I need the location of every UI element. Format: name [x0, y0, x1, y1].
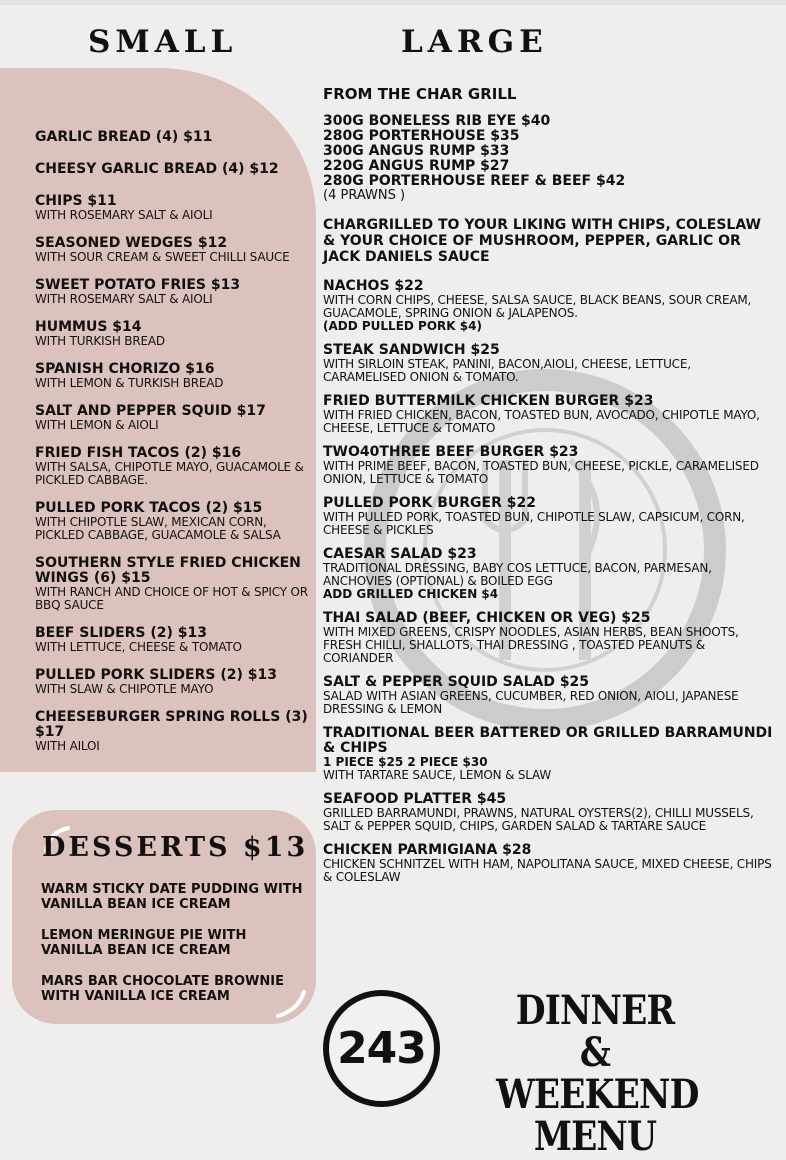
small-menu-item	[35, 501, 313, 542]
steak-item: 280G PORTERHOUSE $35	[323, 128, 520, 144]
small-menu-item	[35, 194, 313, 222]
menu-item-addon: (ADD PULLED PORK $4)	[323, 319, 482, 333]
small-menu-item	[35, 320, 313, 348]
menu-item-description: WITH ROSEMARY SALT & AIOLI	[35, 292, 213, 306]
large-menu-item	[323, 675, 773, 716]
small-menu-list	[35, 130, 313, 767]
small-menu-item	[35, 130, 313, 145]
menu-item-name: SALT & PEPPER SQUID SALAD $25	[323, 674, 590, 690]
menu-item-description: WITH CHIPOTLE SLAW, MEXICAN CORN, PICKLED CABBAGE, GUACAMOLE & SALSA	[35, 515, 281, 542]
steak-item: 220G ANGUS RUMP $27	[323, 158, 510, 174]
menu-item-description: WITH TURKISH BREAD	[35, 334, 165, 348]
menu-item-name: SEASONED WEDGES $12	[35, 235, 228, 251]
small-menu-item	[35, 278, 313, 306]
menu-item-description: WITH AILOI	[35, 739, 100, 753]
top-strip	[0, 0, 786, 5]
menu-title	[496, 987, 699, 1160]
small-menu-item	[35, 710, 313, 753]
char-grill-note: CHARGRILLED TO YOUR LIKING WITH CHIPS, COLESLAW & YOUR CHOICE OF MUSHROOM, PEPPER, GARLIC OR JACK DANIELS SAUCE	[323, 217, 761, 265]
menu-item-description: TRADITIONAL DRESSING, BABY COS LETTUCE, BACON, PARMESAN, ANCHOVIES (OPTIONAL) & BOILED EGG	[323, 561, 712, 588]
menu-item-description: WITH SLAW & CHIPOTLE MAYO	[35, 682, 214, 696]
dessert-item: MARS BAR CHOCOLATE BROWNIE WITH VANILLA ICE CREAM	[41, 974, 284, 1004]
menu-item-description: SALAD WITH ASIAN GREENS, CUCUMBER, RED ONION, AIOLI, JAPANESE DRESSING & LEMON	[323, 689, 739, 716]
large-menu-item	[323, 792, 773, 833]
menu-item-price-options: 1 PIECE $25 2 PIECE $30	[323, 755, 488, 769]
menu-item-name: SWEET POTATO FRIES $13	[35, 277, 241, 293]
large-menu-item	[323, 279, 773, 333]
small-menu-item	[35, 236, 313, 264]
menu-item-description: WITH CORN CHIPS, CHEESE, SALSA SAUCE, BLACK BEANS, SOUR CREAM, GUACAMOLE, SPRING ONION & JALAPENOS.	[323, 293, 752, 320]
menu-item-description: WITH MIXED GREENS, CRISPY NOODLES, ASIAN HERBS, BEAN SHOOTS, FRESH CHILLI, SHALLOTS, THAI DRESSING , TOASTED PEANUTS & CORIANDER	[323, 625, 739, 665]
large-menu-item	[323, 496, 773, 537]
menu-item-name: SOUTHERN STYLE FRIED CHICKEN WINGS (6) $15	[35, 555, 301, 586]
large-heading: LARGE	[401, 24, 548, 60]
menu-item-name: PULLED PORK SLIDERS (2) $13	[35, 667, 277, 683]
large-menu-item	[323, 445, 773, 486]
menu-item-name: FRIED BUTTERMILK CHICKEN BURGER $23	[323, 393, 654, 409]
menu-item-description: WITH ROSEMARY SALT & AIOLI	[35, 208, 213, 222]
menu-title-line: WEEKEND	[496, 1071, 699, 1118]
menu-item-name: HUMMUS $14	[35, 319, 142, 335]
menu-item-name: SALT AND PEPPER SQUID $17	[35, 403, 266, 419]
steak-item: 280G PORTERHOUSE REEF & BEEF $42	[323, 173, 626, 189]
dessert-item: WARM STICKY DATE PUDDING WITH VANILLA BEAN ICE CREAM	[41, 882, 303, 912]
desserts-title: DESSERTS $13	[42, 832, 309, 863]
menu-item-name: CHICKEN PARMIGIANA $28	[323, 842, 532, 858]
menu-item-description: WITH SIRLOIN STEAK, PANINI, BACON,AIOLI, CHEESE, LETTUCE, CARAMELISED ONION & TOMATO.	[323, 357, 691, 384]
menu-title-line: DINNER &	[515, 987, 675, 1076]
menu-item-description: WITH LEMON & TURKISH BREAD	[35, 376, 224, 390]
menu-item-name: TWO40THREE BEEF BURGER $23	[323, 444, 579, 460]
small-menu-item	[35, 404, 313, 432]
steak-prawns-note: (4 PRAWNS )	[323, 188, 406, 203]
menu-item-name: FRIED FISH TACOS (2) $16	[35, 445, 242, 461]
dessert-item: LEMON MERINGUE PIE WITH VANILLA BEAN ICE CREAM	[41, 928, 247, 958]
menu-title-line: MENU	[533, 1113, 657, 1160]
menu-item-name: PULLED PORK BURGER $22	[323, 495, 536, 511]
menu-item-description: WITH RANCH AND CHOICE OF HOT & SPICY OR BBQ SAUCE	[35, 585, 308, 612]
menu-item-description: WITH FRIED CHICKEN, BACON, TOASTED BUN, AVOCADO, CHIPOTLE MAYO, CHEESE, LETTUCE & TOMATO	[323, 408, 760, 435]
char-grill-title: FROM THE CHAR GRILL	[323, 85, 517, 103]
menu-item-addon: ADD GRILLED CHICKEN $4	[323, 587, 499, 601]
menu-item-description: WITH TARTARE SAUCE, LEMON & SLAW	[323, 768, 552, 782]
small-menu-item	[35, 362, 313, 390]
steak-list	[323, 114, 773, 203]
logo-badge	[323, 990, 440, 1107]
menu-item-name: NACHOS $22	[323, 278, 424, 294]
menu-item-name: BEEF SLIDERS (2) $13	[35, 625, 208, 641]
large-menu-item	[323, 843, 773, 884]
menu-item-name: CHIPS $11	[35, 193, 117, 209]
small-menu-item	[35, 556, 313, 612]
steak-item: 300G BONELESS RIB EYE $40	[323, 113, 551, 129]
menu-item-name: SPANISH CHORIZO $16	[35, 361, 215, 377]
menu-item-description: WITH PRIME BEEF, BACON, TOASTED BUN, CHEESE, PICKLE, CARAMELISED ONION, LETTUCE & TOMATO	[323, 459, 759, 486]
steak-item: 300G ANGUS RUMP $33	[323, 143, 510, 159]
desserts-list	[41, 882, 311, 1020]
large-menu-list	[323, 86, 773, 894]
badge-number: 243	[337, 1023, 426, 1074]
menu-item-description: WITH SALSA, CHIPOTLE MAYO, GUACAMOLE & PICKLED CABBAGE.	[35, 460, 304, 487]
menu-item-name: TRADITIONAL BEER BATTERED OR GRILLED BARRAMUNDI & CHIPS	[323, 725, 773, 756]
small-menu-item	[35, 626, 313, 654]
menu-item-name: STEAK SANDWICH $25	[323, 342, 500, 358]
menu-item-name: SEAFOOD PLATTER $45	[323, 791, 507, 807]
large-menu-item	[323, 343, 773, 384]
menu-item-name: PULLED PORK TACOS (2) $15	[35, 500, 263, 516]
menu-item-description: CHICKEN SCHNITZEL WITH HAM, NAPOLITANA SAUCE, MIXED CHEESE, CHIPS & COLESLAW	[323, 857, 772, 884]
small-heading: SMALL	[88, 24, 238, 60]
large-menu-item	[323, 726, 773, 782]
menu-item-description: WITH LEMON & AIOLI	[35, 418, 159, 432]
menu-item-name: CAESAR SALAD $23	[323, 546, 477, 562]
small-menu-item	[35, 162, 313, 177]
menu-item-description: WITH SOUR CREAM & SWEET CHILLI SAUCE	[35, 250, 290, 264]
menu-item-name: GARLIC BREAD (4) $11	[35, 129, 213, 145]
menu-item-description: WITH PULLED PORK, TOASTED BUN, CHIPOTLE SLAW, CAPSICUM, CORN, CHEESE & PICKLES	[323, 510, 745, 537]
large-menu-item	[323, 547, 773, 601]
menu-item-description: GRILLED BARRAMUNDI, PRAWNS, NATURAL OYSTERS(2), CHILLI MUSSELS, SALT & PEPPER SQUID, CHIPS, GARDEN SALAD & TARTARE SAUCE	[323, 806, 754, 833]
small-menu-item	[35, 668, 313, 696]
menu-item-name: CHEESEBURGER SPRING ROLLS (3) $17	[35, 709, 308, 740]
large-menu-item	[323, 611, 773, 665]
menu-item-name: CHEESY GARLIC BREAD (4) $12	[35, 161, 279, 177]
menu-item-description: WITH LETTUCE, CHEESE & TOMATO	[35, 640, 242, 654]
large-menu-item	[323, 394, 773, 435]
small-menu-item	[35, 446, 313, 487]
menu-item-name: THAI SALAD (BEEF, CHICKEN OR VEG) $25	[323, 610, 651, 626]
